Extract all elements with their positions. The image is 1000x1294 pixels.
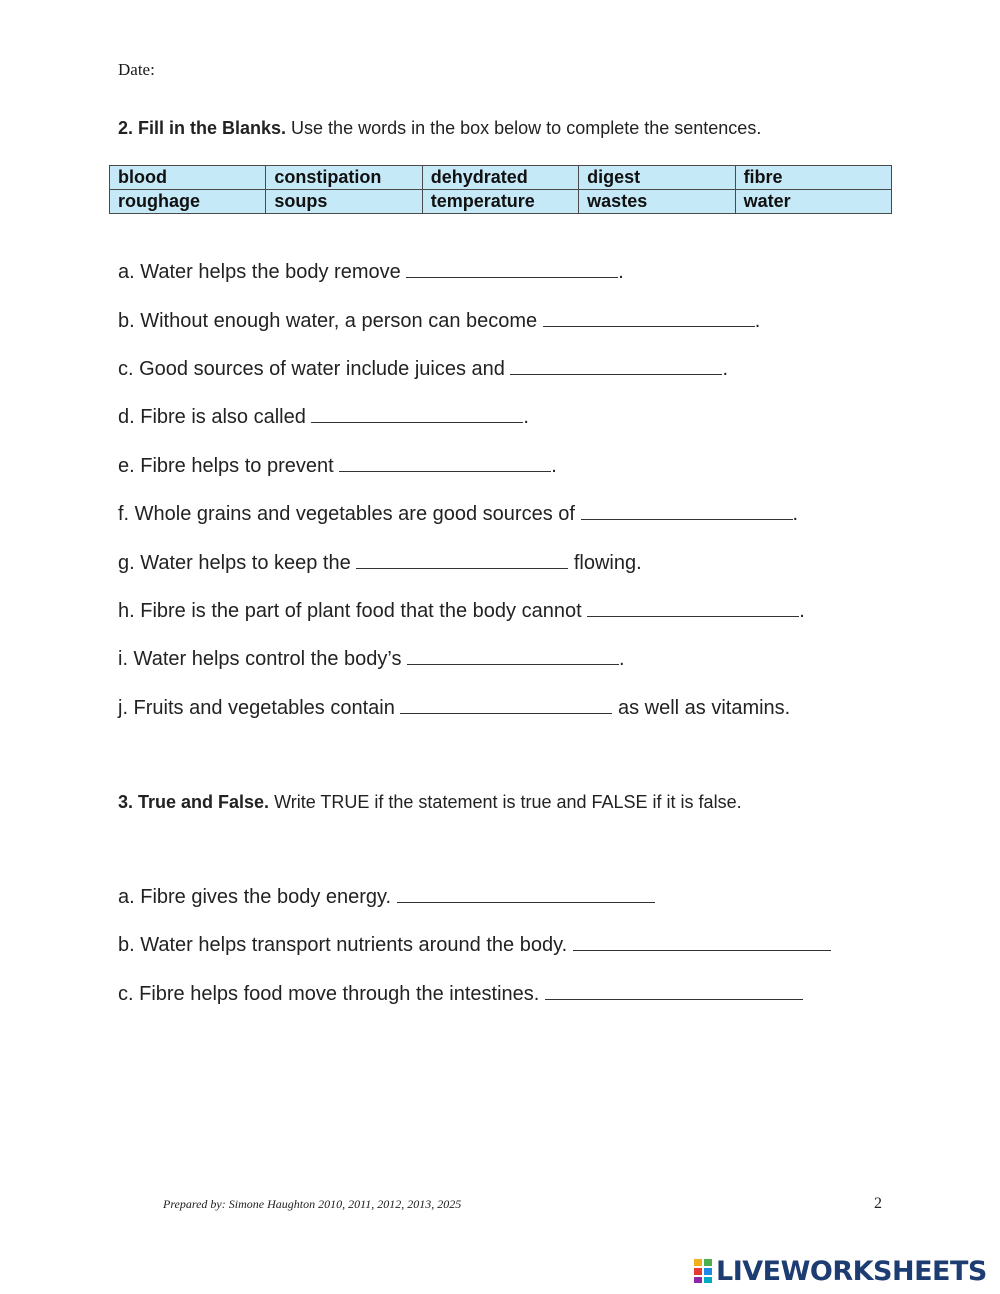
answer-blank[interactable] [356, 553, 568, 569]
fill-blank-sentence-b: b. Without enough water, a person can become . [118, 310, 761, 332]
word-bank-table [109, 165, 892, 214]
fill-blank-sentence-e: e. Fibre helps to prevent . [118, 455, 557, 477]
answer-blank[interactable] [400, 698, 612, 714]
fill-blank-sentence-h: h. Fibre is the part of plant food that the body cannot . [118, 600, 805, 622]
section-2-instruction: Use the words in the box below to complete the sentences. [286, 118, 762, 138]
answer-blank[interactable] [581, 504, 793, 520]
true-false-statement-b: b. Water helps transport nutrients around the body. [118, 934, 831, 957]
liveworksheets-logo-text: LIVEWORKSHEETS [716, 1255, 987, 1287]
answer-blank[interactable] [339, 456, 551, 472]
word-bank-cell: fibre [735, 166, 891, 190]
answer-blank[interactable] [397, 887, 655, 903]
fill-blank-sentence-a: a. Water helps the body remove . [118, 261, 624, 283]
answer-blank[interactable] [311, 407, 523, 423]
answer-blank[interactable] [587, 601, 799, 617]
word-bank-cell: temperature [422, 190, 578, 214]
date-label: Date: [118, 60, 155, 79]
true-false-statement-a: a. Fibre gives the body energy. [118, 886, 655, 909]
footer-prepared-by: Prepared by: Simone Haughton 2010, 2011, 2012, 2013, 2025 [163, 1197, 462, 1211]
section-3-heading [118, 792, 742, 813]
fill-blank-sentence-d: d. Fibre is also called . [118, 406, 529, 428]
true-false-statement-c: c. Fibre helps food move through the intestines. [118, 983, 803, 1006]
word-bank-row [110, 166, 892, 190]
word-bank-cell: constipation [266, 166, 422, 190]
word-bank-cell: roughage [110, 190, 266, 214]
answer-blank[interactable] [510, 359, 722, 375]
section-3-title: 3. True and False. [118, 792, 270, 812]
word-bank-cell: blood [110, 166, 266, 190]
answer-blank[interactable] [407, 649, 619, 665]
fill-blank-sentence-f: f. Whole grains and vegetables are good sources of . [118, 503, 799, 525]
answer-blank[interactable] [545, 984, 803, 1000]
section-3-instruction: Write TRUE if the statement is true and FALSE if it is false. [269, 792, 742, 812]
word-bank-cell: dehydrated [422, 166, 578, 190]
fill-blank-sentence-i: i. Water helps control the body’s . [118, 648, 625, 670]
word-bank-cell: digest [579, 166, 735, 190]
section-2-title: 2. Fill in the Blanks. [118, 118, 287, 138]
answer-blank[interactable] [543, 311, 755, 327]
answer-blank[interactable] [406, 262, 618, 278]
fill-blank-sentence-j: j. Fruits and vegetables contain as well as vitamins. [118, 697, 791, 719]
word-bank-cell: soups [266, 190, 422, 214]
liveworksheets-logo [693, 1255, 987, 1287]
liveworksheets-logo-icon [693, 1258, 713, 1284]
word-bank-cell: wastes [579, 190, 735, 214]
fill-blank-sentence-c: c. Good sources of water include juices and . [118, 358, 728, 380]
section-2-heading [118, 118, 761, 139]
answer-blank[interactable] [573, 935, 831, 951]
word-bank-cell: water [735, 190, 891, 214]
fill-blank-sentence-g: g. Water helps to keep the flowing. [118, 552, 642, 574]
page-number: 2 [874, 1195, 882, 1212]
word-bank-row [110, 190, 892, 214]
